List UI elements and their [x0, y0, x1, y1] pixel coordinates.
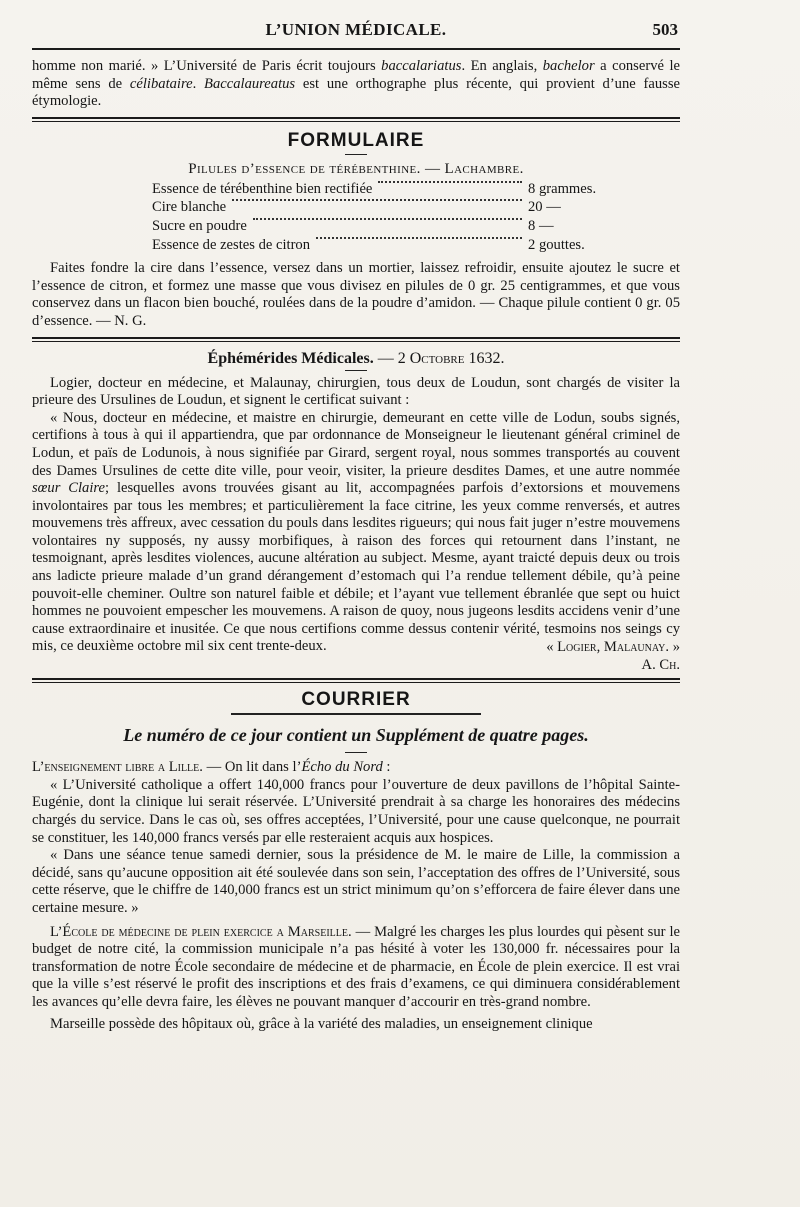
formulaire-short-rule	[345, 154, 367, 155]
ephemerides-title-date: — 2 Octobre 1632.	[373, 349, 505, 367]
section-divider-formulaire	[32, 117, 680, 122]
recipe-title: Pilules d’essence de térébenthine. — Lachambre.	[188, 160, 524, 177]
marseille-paragraph-2: Marseille possède des hôpitaux où, grâce à la variété des maladies, un enseignement clinique	[50, 1015, 593, 1032]
quote-part-a: « Nous, docteur en médecine, et maistre en chirurgie, demeurant en cette ville de Lodun, soubs signés, certifions à tous à qui il appartiendra, que par ordonnance de Monseigneur le lieutenant général criminel de Lodun, et païs de Lodunois, à nous signifiée par Girard, sergent royal, nous sommes transportés au couvent des Dames Ursulines de cette dite ville, pour veoir, visiter, la prieure desdites Dames, et une autre nommée	[32, 409, 680, 479]
marseille-heading: L’École de médecine de plein exercice a Marseille.	[50, 923, 352, 940]
top-paragraph	[32, 58, 680, 111]
recipe-row	[152, 180, 622, 199]
top-text-2d: Baccalaureatus	[204, 75, 296, 92]
lille-heading: L’enseignement libre a Lille.	[32, 759, 203, 776]
recipe-row	[152, 217, 622, 236]
header-rule	[32, 48, 680, 50]
section-divider-ephemerides	[32, 337, 680, 342]
leader-dots	[232, 198, 522, 201]
ingredient-name: Essence de térébenthine bien rectifiée	[152, 180, 373, 197]
ephemerides-title	[32, 350, 680, 368]
recipe-row	[152, 198, 622, 217]
lille-paragraph-2: « Dans une séance tenue samedi dernier, sous la présidence de M. le maire de Lille, la commission a décidé, sans qu’aucune opposition ait été soulevée dans son sein, l’acceptation des offres de l’Université, sous cette réserve, que le chiffre de 140,000 francs est un strict minimum qu’on s’efforcera de faire élever dans une certaine mesure. »	[32, 847, 680, 916]
top-text-2e: est une orthographe plus récente, qui provient d’une fausse étymologie.	[32, 75, 681, 110]
lille-intro-a: — On lit dans l’	[202, 759, 302, 776]
lille-heading-paragraph	[32, 759, 680, 777]
page-content	[32, 16, 680, 1033]
ingredient-name: Essence de zestes de citron	[152, 236, 311, 253]
recipe-instructions: Faites fondre la cire dans l’essence, versez dans un mortier, laissez refroidir, ensuite ajoutez le sucre et l’essence de citron, et formez une masse que vous divisez en pilules de 0 gr. 25 centigrammes, et que vous conservez dans un flacon bien bouché, roulées dans de la poudre d’amidon. — Chaque pilule contient 0 gr. 05 d’essence. — N. G.	[32, 260, 680, 329]
leader-dots	[316, 236, 522, 239]
lille-intro-source: Écho du Nord	[301, 759, 383, 776]
page-number: 503	[652, 20, 678, 39]
signatories: « Logier, Malaunay. »	[546, 639, 680, 656]
recipe-list	[152, 180, 622, 254]
marseille-paragraph-1	[32, 924, 680, 1012]
ingredient-name: Sucre en poudre	[152, 217, 247, 234]
author-initials: A. Ch.	[641, 656, 680, 673]
section-divider-courrier	[32, 678, 680, 683]
ephemerides-short-rule	[345, 370, 367, 371]
ingredient-qty: 8 grammes.	[528, 180, 597, 197]
formulaire-title: FORMULAIRE	[287, 129, 425, 151]
ingredient-qty: 8 —	[528, 217, 554, 234]
quote-part-b: ; lesquelles avons trouvées gisant au lit, accompagnées parfois d’extorsions et mouvemens involontaires par tous les membres; et particulièrement la face citrine, les yeux comme renversés, et autres mouvemens très affreux, avec cessation du pouls dans lesdites rigueurs; qui nous fait juger n’estre mouvemens volontaires ny supposés, ny aussy morbifiques, à raison des forces qui retournent dans l’instant, ne tesmoignant, après lesdites violences, aucune altération au subject. Mesme, ayant traicté depuis deux ou trois ans ladicte prieure malade d’un grand dérangement d’estomach qui l’a rendue tellement débile, qu’à peine pouvoit-elle cheminer. Oultre son naturel faible et débile; et l’ayant vue tellement ébranlée que sept ou huict hommes ne pouvoient empescher les mouvemens. A raison de quoy, nous jugeons lesdits accidens venir d’une cause extraordinaire et inusitée. Ce que nous certifions comme dessus contenir vérité, tesmoins nos seings cy mis, ce deuxième octobre mil six cent trente-deux.	[32, 480, 681, 655]
page-header	[32, 16, 680, 48]
top-text-2b: célibataire	[129, 75, 193, 92]
quote-italic: sœur Claire	[32, 480, 106, 497]
marseille-text-1: — Malgré les charges les plus lourdes qui pèsent sur le budget de notre cité, la commission municipale n’a pas hésité à voter les 130,000 fr. nécessaires pour la transformation de notre École secondaire de médecine et de pharmacie, en École de plein exercice. Il est vrai que la ville s’est réservé le profit des inscriptions et des frais d’examens, ce qui diminuera considérablement les avances qu’elle devra faire, les élèves ne pouvant manquer d’accourir en très-grand nombre.	[32, 923, 680, 1010]
ingredient-qty: 2 gouttes.	[528, 236, 585, 253]
lille-intro-c: :	[382, 759, 391, 776]
ephemerides-intro: Logier, docteur en médecine, et Malaunay, chirurgien, tous deux de Loudun, sont chargés de visiter la prieure des Ursulines de Loudun, et signent le certificat suivant :	[32, 374, 680, 409]
top-text-2a: a conservé le même sens de	[32, 58, 680, 92]
leader-dots	[378, 180, 522, 183]
ephemerides-title-main: Éphémérides Médicales.	[207, 349, 374, 367]
running-title: L’UNION MÉDICALE.	[265, 20, 447, 39]
top-text-2c: .	[192, 75, 205, 92]
top-text-1a: homme non marié. » L’Université de Paris écrit toujours	[32, 58, 382, 74]
leader-dots	[253, 217, 522, 220]
ingredient-qty: 20 —	[528, 199, 561, 216]
supplement-notice: Le numéro de ce jour contient un Supplément de quatre pages.	[123, 725, 589, 746]
top-text-1d: bachelor	[542, 58, 595, 74]
top-text-1c: . En anglais,	[461, 58, 543, 74]
recipe-row	[152, 236, 622, 255]
lille-paragraph-1: « L’Université catholique a offert 140,000 francs pour l’ouverture de deux pavillons de l’hôpital Sainte-Eugénie, dont la clinique lui serait réservée. L’Université prendrait à sa charge les honoraires des médecins chargés du service. Dans le cas où, ses offres acceptées, l’Université, pour une cause quelconque, ne pourrait se constituer, les 140,000 francs versés par elle resteraient acquis aux hospices.	[32, 776, 680, 846]
courrier-title: COURRIER	[301, 689, 411, 711]
supplement-short-rule	[345, 752, 367, 753]
top-text-1b: baccalariatus	[381, 58, 462, 74]
courrier-underline	[231, 713, 481, 715]
ingredient-name: Cire blanche	[152, 199, 227, 216]
ephemerides-quote	[32, 410, 680, 656]
